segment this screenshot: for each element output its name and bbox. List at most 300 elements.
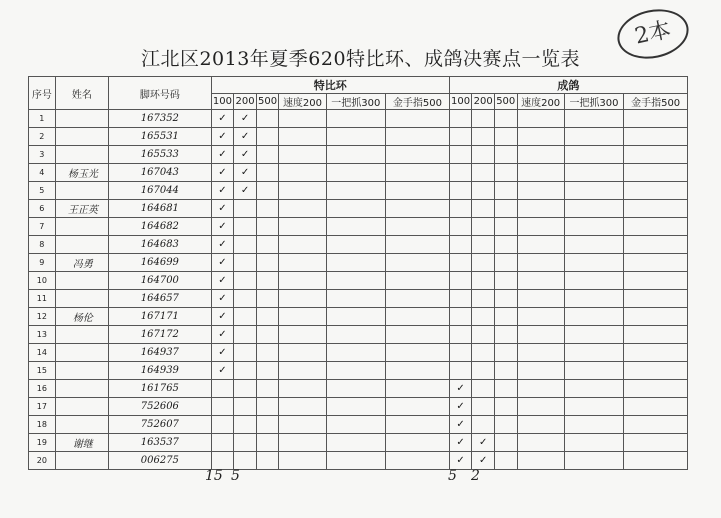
empty-cell	[494, 344, 517, 362]
empty-cell	[517, 254, 564, 272]
empty-cell	[256, 416, 279, 434]
empty-cell	[624, 290, 688, 308]
empty-cell	[472, 254, 495, 272]
row-ring-number: 164939	[109, 362, 212, 380]
check-mark-icon: ✓	[472, 434, 495, 452]
header-group-special: 特比环	[211, 77, 449, 94]
empty-cell	[386, 416, 450, 434]
row-seq: 19	[29, 434, 56, 452]
row-ring-number: 161765	[109, 380, 212, 398]
empty-cell	[279, 254, 326, 272]
empty-cell	[279, 398, 326, 416]
row-name	[55, 452, 108, 470]
empty-cell	[279, 452, 326, 470]
row-seq: 12	[29, 308, 56, 326]
empty-cell	[256, 452, 279, 470]
check-mark-icon: ✓	[211, 344, 234, 362]
row-ring-number: 164657	[109, 290, 212, 308]
table-row	[29, 236, 688, 254]
empty-cell	[564, 164, 624, 182]
empty-cell	[234, 272, 257, 290]
check-mark-icon: ✓	[234, 146, 257, 164]
empty-cell	[624, 236, 688, 254]
empty-cell	[326, 128, 386, 146]
empty-cell	[256, 290, 279, 308]
empty-cell	[326, 398, 386, 416]
empty-cell	[211, 452, 234, 470]
subheader-adult-2: 500	[494, 94, 517, 110]
table-row	[29, 164, 688, 182]
row-name	[55, 128, 108, 146]
empty-cell	[386, 236, 450, 254]
empty-cell	[279, 434, 326, 452]
empty-cell	[449, 326, 472, 344]
empty-cell	[564, 452, 624, 470]
empty-cell	[517, 416, 564, 434]
empty-cell	[326, 164, 386, 182]
empty-cell	[449, 146, 472, 164]
empty-cell	[472, 326, 495, 344]
tally-special-100: 15	[205, 468, 223, 484]
empty-cell	[279, 218, 326, 236]
empty-cell	[472, 200, 495, 218]
empty-cell	[624, 434, 688, 452]
check-mark-icon: ✓	[211, 164, 234, 182]
row-seq: 7	[29, 218, 56, 236]
empty-cell	[494, 452, 517, 470]
check-mark-icon: ✓	[449, 434, 472, 452]
subheader-special-3: 速度200	[279, 94, 326, 110]
empty-cell	[279, 200, 326, 218]
empty-cell	[494, 380, 517, 398]
row-name	[55, 326, 108, 344]
empty-cell	[517, 272, 564, 290]
empty-cell	[472, 182, 495, 200]
empty-cell	[326, 416, 386, 434]
empty-cell	[624, 164, 688, 182]
empty-cell	[279, 308, 326, 326]
empty-cell	[386, 362, 450, 380]
empty-cell	[279, 128, 326, 146]
empty-cell	[326, 254, 386, 272]
empty-cell	[624, 218, 688, 236]
empty-cell	[449, 236, 472, 254]
empty-cell	[234, 326, 257, 344]
table-row	[29, 218, 688, 236]
row-name: 冯勇	[55, 254, 108, 272]
empty-cell	[386, 254, 450, 272]
row-ring-number: 167044	[109, 182, 212, 200]
row-seq: 8	[29, 236, 56, 254]
empty-cell	[326, 326, 386, 344]
empty-cell	[494, 308, 517, 326]
empty-cell	[279, 326, 326, 344]
row-ring-number: 752607	[109, 416, 212, 434]
empty-cell	[517, 146, 564, 164]
empty-cell	[211, 398, 234, 416]
empty-cell	[279, 272, 326, 290]
empty-cell	[517, 452, 564, 470]
row-seq: 13	[29, 326, 56, 344]
check-mark-icon: ✓	[449, 416, 472, 434]
empty-cell	[386, 200, 450, 218]
empty-cell	[494, 110, 517, 128]
empty-cell	[386, 398, 450, 416]
row-ring-number: 163537	[109, 434, 212, 452]
empty-cell	[472, 110, 495, 128]
empty-cell	[211, 380, 234, 398]
corner-handwritten-mark: 2本	[613, 3, 693, 65]
empty-cell	[624, 416, 688, 434]
table-row	[29, 380, 688, 398]
row-seq: 10	[29, 272, 56, 290]
empty-cell	[624, 452, 688, 470]
row-seq: 5	[29, 182, 56, 200]
empty-cell	[256, 362, 279, 380]
empty-cell	[564, 326, 624, 344]
subheader-adult-3: 速度200	[517, 94, 564, 110]
empty-cell	[256, 272, 279, 290]
empty-cell	[472, 416, 495, 434]
check-mark-icon: ✓	[211, 308, 234, 326]
empty-cell	[279, 146, 326, 164]
empty-cell	[517, 110, 564, 128]
empty-cell	[279, 164, 326, 182]
empty-cell	[256, 236, 279, 254]
empty-cell	[564, 182, 624, 200]
empty-cell	[449, 308, 472, 326]
subheader-special-2: 500	[256, 94, 279, 110]
empty-cell	[624, 344, 688, 362]
subheader-special-0: 100	[211, 94, 234, 110]
empty-cell	[326, 218, 386, 236]
empty-cell	[386, 452, 450, 470]
header-name: 姓名	[55, 77, 108, 110]
empty-cell	[564, 200, 624, 218]
empty-cell	[279, 236, 326, 254]
empty-cell	[624, 110, 688, 128]
empty-cell	[624, 182, 688, 200]
empty-cell	[517, 326, 564, 344]
check-mark-icon: ✓	[211, 110, 234, 128]
check-mark-icon: ✓	[211, 362, 234, 380]
table-row	[29, 272, 688, 290]
empty-cell	[326, 434, 386, 452]
empty-cell	[326, 200, 386, 218]
empty-cell	[279, 380, 326, 398]
empty-cell	[472, 218, 495, 236]
empty-cell	[211, 416, 234, 434]
empty-cell	[386, 308, 450, 326]
row-seq: 20	[29, 452, 56, 470]
table-row	[29, 362, 688, 380]
empty-cell	[624, 128, 688, 146]
empty-cell	[624, 254, 688, 272]
empty-cell	[472, 398, 495, 416]
row-ring-number: 006275	[109, 452, 212, 470]
empty-cell	[564, 434, 624, 452]
empty-cell	[234, 254, 257, 272]
empty-cell	[326, 362, 386, 380]
tally-adult-100: 5	[448, 468, 457, 484]
empty-cell	[494, 326, 517, 344]
empty-cell	[386, 110, 450, 128]
row-name	[55, 380, 108, 398]
row-ring-number: 167171	[109, 308, 212, 326]
check-mark-icon: ✓	[211, 146, 234, 164]
empty-cell	[326, 308, 386, 326]
subheader-special-1: 200	[234, 94, 257, 110]
row-name	[55, 110, 108, 128]
row-name	[55, 182, 108, 200]
row-ring-number: 167172	[109, 326, 212, 344]
table-row	[29, 182, 688, 200]
empty-cell	[386, 164, 450, 182]
empty-cell	[449, 272, 472, 290]
empty-cell	[234, 218, 257, 236]
empty-cell	[564, 344, 624, 362]
table-row	[29, 326, 688, 344]
row-name	[55, 362, 108, 380]
empty-cell	[326, 272, 386, 290]
empty-cell	[386, 128, 450, 146]
empty-cell	[279, 344, 326, 362]
empty-cell	[326, 290, 386, 308]
subheader-adult-4: 一把抓300	[564, 94, 624, 110]
tally-adult-200: 2	[471, 468, 480, 484]
empty-cell	[386, 182, 450, 200]
subheader-special-4: 一把抓300	[326, 94, 386, 110]
empty-cell	[494, 398, 517, 416]
empty-cell	[256, 398, 279, 416]
empty-cell	[494, 182, 517, 200]
empty-cell	[517, 434, 564, 452]
row-seq: 1	[29, 110, 56, 128]
empty-cell	[256, 344, 279, 362]
check-mark-icon: ✓	[211, 272, 234, 290]
empty-cell	[326, 344, 386, 362]
empty-cell	[494, 290, 517, 308]
empty-cell	[256, 380, 279, 398]
empty-cell	[449, 362, 472, 380]
empty-cell	[472, 380, 495, 398]
empty-cell	[624, 398, 688, 416]
empty-cell	[256, 128, 279, 146]
empty-cell	[449, 344, 472, 362]
empty-cell	[517, 308, 564, 326]
row-seq: 4	[29, 164, 56, 182]
table-row	[29, 308, 688, 326]
empty-cell	[494, 416, 517, 434]
row-name: 杨玉光	[55, 164, 108, 182]
empty-cell	[386, 380, 450, 398]
empty-cell	[624, 146, 688, 164]
empty-cell	[494, 146, 517, 164]
empty-cell	[279, 110, 326, 128]
check-mark-icon: ✓	[211, 218, 234, 236]
empty-cell	[517, 398, 564, 416]
empty-cell	[256, 164, 279, 182]
empty-cell	[564, 416, 624, 434]
row-name: 王正英	[55, 200, 108, 218]
empty-cell	[494, 236, 517, 254]
empty-cell	[624, 362, 688, 380]
table-row	[29, 110, 688, 128]
row-seq: 11	[29, 290, 56, 308]
empty-cell	[449, 164, 472, 182]
results-table	[28, 76, 688, 470]
check-mark-icon: ✓	[234, 110, 257, 128]
check-mark-icon: ✓	[449, 398, 472, 416]
row-seq: 17	[29, 398, 56, 416]
empty-cell	[564, 146, 624, 164]
header-ring: 脚环号码	[109, 77, 212, 110]
check-mark-icon: ✓	[211, 236, 234, 254]
empty-cell	[517, 164, 564, 182]
empty-cell	[517, 380, 564, 398]
empty-cell	[326, 236, 386, 254]
empty-cell	[256, 326, 279, 344]
empty-cell	[256, 218, 279, 236]
empty-cell	[386, 344, 450, 362]
empty-cell	[234, 452, 257, 470]
table-row	[29, 434, 688, 452]
empty-cell	[472, 146, 495, 164]
empty-cell	[326, 146, 386, 164]
check-mark-icon: ✓	[449, 452, 472, 470]
table-row	[29, 200, 688, 218]
empty-cell	[494, 254, 517, 272]
table-row	[29, 290, 688, 308]
empty-cell	[279, 290, 326, 308]
empty-cell	[234, 200, 257, 218]
empty-cell	[564, 362, 624, 380]
empty-cell	[449, 200, 472, 218]
empty-cell	[256, 146, 279, 164]
table-row	[29, 344, 688, 362]
empty-cell	[472, 308, 495, 326]
empty-cell	[256, 110, 279, 128]
header-group-adult: 成鸽	[449, 77, 687, 94]
row-ring-number: 167043	[109, 164, 212, 182]
empty-cell	[564, 308, 624, 326]
row-name	[55, 290, 108, 308]
empty-cell	[449, 218, 472, 236]
subheader-special-5: 金手指500	[386, 94, 450, 110]
empty-cell	[517, 218, 564, 236]
empty-cell	[326, 452, 386, 470]
empty-cell	[564, 272, 624, 290]
row-name: 谢继	[55, 434, 108, 452]
empty-cell	[494, 200, 517, 218]
empty-cell	[472, 236, 495, 254]
row-ring-number: 165533	[109, 146, 212, 164]
subheader-adult-5: 金手指500	[624, 94, 688, 110]
empty-cell	[564, 236, 624, 254]
empty-cell	[472, 128, 495, 146]
empty-cell	[386, 218, 450, 236]
check-mark-icon: ✓	[449, 380, 472, 398]
empty-cell	[326, 380, 386, 398]
empty-cell	[386, 434, 450, 452]
row-ring-number: 164683	[109, 236, 212, 254]
empty-cell	[624, 272, 688, 290]
row-ring-number: 164682	[109, 218, 212, 236]
row-name: 杨伦	[55, 308, 108, 326]
empty-cell	[256, 308, 279, 326]
check-mark-icon: ✓	[234, 164, 257, 182]
table-row	[29, 254, 688, 272]
empty-cell	[564, 254, 624, 272]
empty-cell	[449, 128, 472, 146]
row-ring-number: 164937	[109, 344, 212, 362]
table-row	[29, 398, 688, 416]
row-seq: 15	[29, 362, 56, 380]
tally-special-200: 5	[231, 468, 240, 484]
empty-cell	[472, 290, 495, 308]
page-title: 江北区2013年夏季620特比环、成鸽决赛点一览表	[140, 48, 581, 70]
row-name	[55, 344, 108, 362]
row-ring-number: 752606	[109, 398, 212, 416]
empty-cell	[517, 290, 564, 308]
empty-cell	[256, 434, 279, 452]
check-mark-icon: ✓	[472, 452, 495, 470]
row-name	[55, 416, 108, 434]
empty-cell	[234, 380, 257, 398]
row-ring-number: 165531	[109, 128, 212, 146]
empty-cell	[494, 362, 517, 380]
subheader-adult-1: 200	[472, 94, 495, 110]
check-mark-icon: ✓	[211, 182, 234, 200]
row-name	[55, 398, 108, 416]
empty-cell	[564, 128, 624, 146]
empty-cell	[449, 182, 472, 200]
empty-cell	[472, 362, 495, 380]
empty-cell	[517, 200, 564, 218]
empty-cell	[494, 434, 517, 452]
empty-cell	[256, 200, 279, 218]
empty-cell	[494, 272, 517, 290]
empty-cell	[624, 380, 688, 398]
table-row	[29, 146, 688, 164]
empty-cell	[386, 326, 450, 344]
empty-cell	[386, 290, 450, 308]
empty-cell	[517, 182, 564, 200]
row-name	[55, 146, 108, 164]
empty-cell	[494, 128, 517, 146]
empty-cell	[326, 182, 386, 200]
empty-cell	[279, 416, 326, 434]
empty-cell	[234, 434, 257, 452]
empty-cell	[449, 110, 472, 128]
row-ring-number: 167352	[109, 110, 212, 128]
empty-cell	[517, 128, 564, 146]
table-row	[29, 452, 688, 470]
check-mark-icon: ✓	[211, 200, 234, 218]
empty-cell	[472, 272, 495, 290]
empty-cell	[234, 308, 257, 326]
empty-cell	[234, 416, 257, 434]
empty-cell	[449, 254, 472, 272]
empty-cell	[234, 398, 257, 416]
empty-cell	[256, 182, 279, 200]
table-row	[29, 416, 688, 434]
row-seq: 16	[29, 380, 56, 398]
empty-cell	[624, 308, 688, 326]
row-ring-number: 164700	[109, 272, 212, 290]
empty-cell	[234, 236, 257, 254]
empty-cell	[517, 344, 564, 362]
